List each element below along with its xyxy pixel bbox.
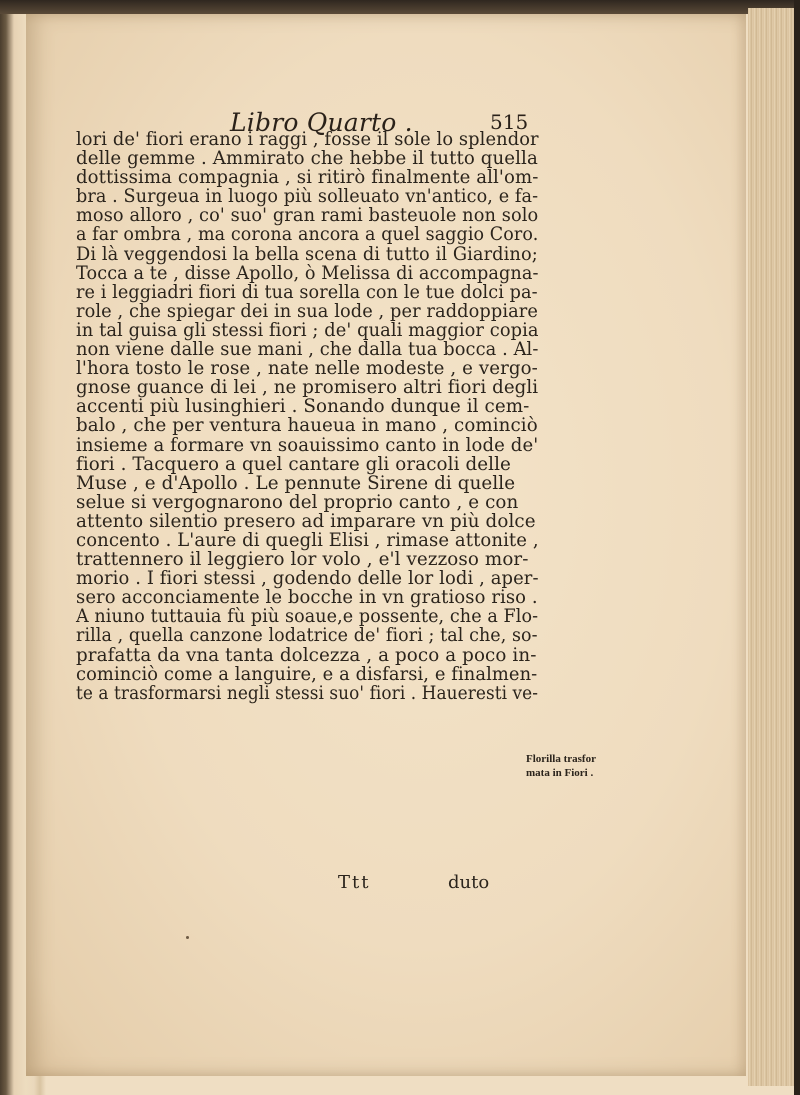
text-line: moso alloro , co' suo' gran rami basteuole non solo	[76, 205, 539, 227]
text-line: cominciò come a languire, e a disfarsi, e finalmen-	[76, 663, 538, 685]
text-line: fiori . Tacquero a quel cantare gli oracoli delle	[76, 453, 511, 475]
text-line: lori de' fiori erano i raggi , fosse il sole lo splendor	[76, 129, 539, 150]
text-line: balo , che per ventura haueua in mano , cominciò	[76, 415, 538, 437]
text-line: gnose guance di lei , ne promisero altri fiori degli	[76, 377, 539, 399]
text-line: morio . I fiori stessi , godendo delle lor lodi , aper-	[76, 568, 539, 590]
text-line: trattennero il leggiero lor volo , e'l vezzoso mor-	[76, 549, 529, 571]
text-line: attento silentio presero ad imparare vn più dolce	[76, 510, 536, 532]
text-line: te a trasformarsi negli stessi suo' fiori . Haueresti ve-	[76, 682, 539, 704]
text-line: Muse , e d'Apollo . Le pennute Sirene di quelle	[76, 472, 516, 494]
text-line: Tocca a te , disse Apollo, ò Melissa di accompagna-	[76, 262, 539, 284]
running-title: Libro Quarto .	[230, 108, 413, 137]
page-edges	[748, 8, 800, 1086]
marginal-note-line: mata in Fiori .	[526, 767, 594, 779]
text-line: accenti più lusinghieri . Sonando dunque il cem-	[76, 396, 530, 418]
catchword: duto	[448, 872, 490, 893]
text-line: insieme a formare vn soauissimo canto in lode de'	[76, 434, 539, 456]
text-line: role , che spiegar dei in sua lode , per raddoppiare	[76, 300, 538, 322]
text-line: in tal guisa gli stessi fiori ; de' quali maggior copia	[76, 319, 539, 341]
catchline	[76, 872, 546, 896]
text-line: selue si vergognarono del proprio canto , e con	[76, 491, 519, 513]
text-line: dottissima compagnia , si ritirò finalmente all'om-	[76, 167, 539, 189]
text-line: a far ombra , ma corona ancora a quel saggio Coro.	[76, 224, 539, 246]
text-line: delle gemme . Ammirato che hebbe il tutto quella	[76, 148, 538, 170]
text-line: A niuno tuttauia fù più soaue,e possente, che a Flo-	[76, 606, 539, 628]
ink-speck	[186, 936, 189, 939]
text-line: non viene dalle sue mani , che dalla tua bocca . Al-	[76, 339, 539, 361]
text-line: prafatta da vna tanta dolcezza , a poco a poco in-	[76, 644, 537, 666]
text-line: concento . L'aure di quegli Elisi , rimase attonite ,	[76, 529, 539, 551]
text-line: Di là veggendosi la bella scena di tutto il Giardino;	[76, 243, 538, 265]
page-number: 515	[490, 110, 529, 134]
body-text	[76, 130, 546, 703]
text-line: re i leggiadri fiori di tua sorella con le tue dolci pa-	[76, 281, 538, 303]
text-line: l'hora tosto le rose , nate nelle modeste , e vergo-	[76, 358, 538, 380]
text-line: sero acconciamente le bocche in vn gratioso riso .	[76, 587, 538, 609]
marginal-note-line: Florilla trasfor	[526, 753, 596, 765]
signature-mark: Ttt	[338, 872, 371, 893]
marginal-note	[526, 752, 606, 780]
scan-border-right	[794, 0, 800, 1095]
binding-shadow-top	[0, 0, 800, 14]
text-line: bra . Surgeua in luogo più solleuato vn'antico, e fa-	[76, 186, 539, 208]
text-line: rilla , quella canzone lodatrice de' fiori ; tal che, so-	[76, 625, 538, 647]
